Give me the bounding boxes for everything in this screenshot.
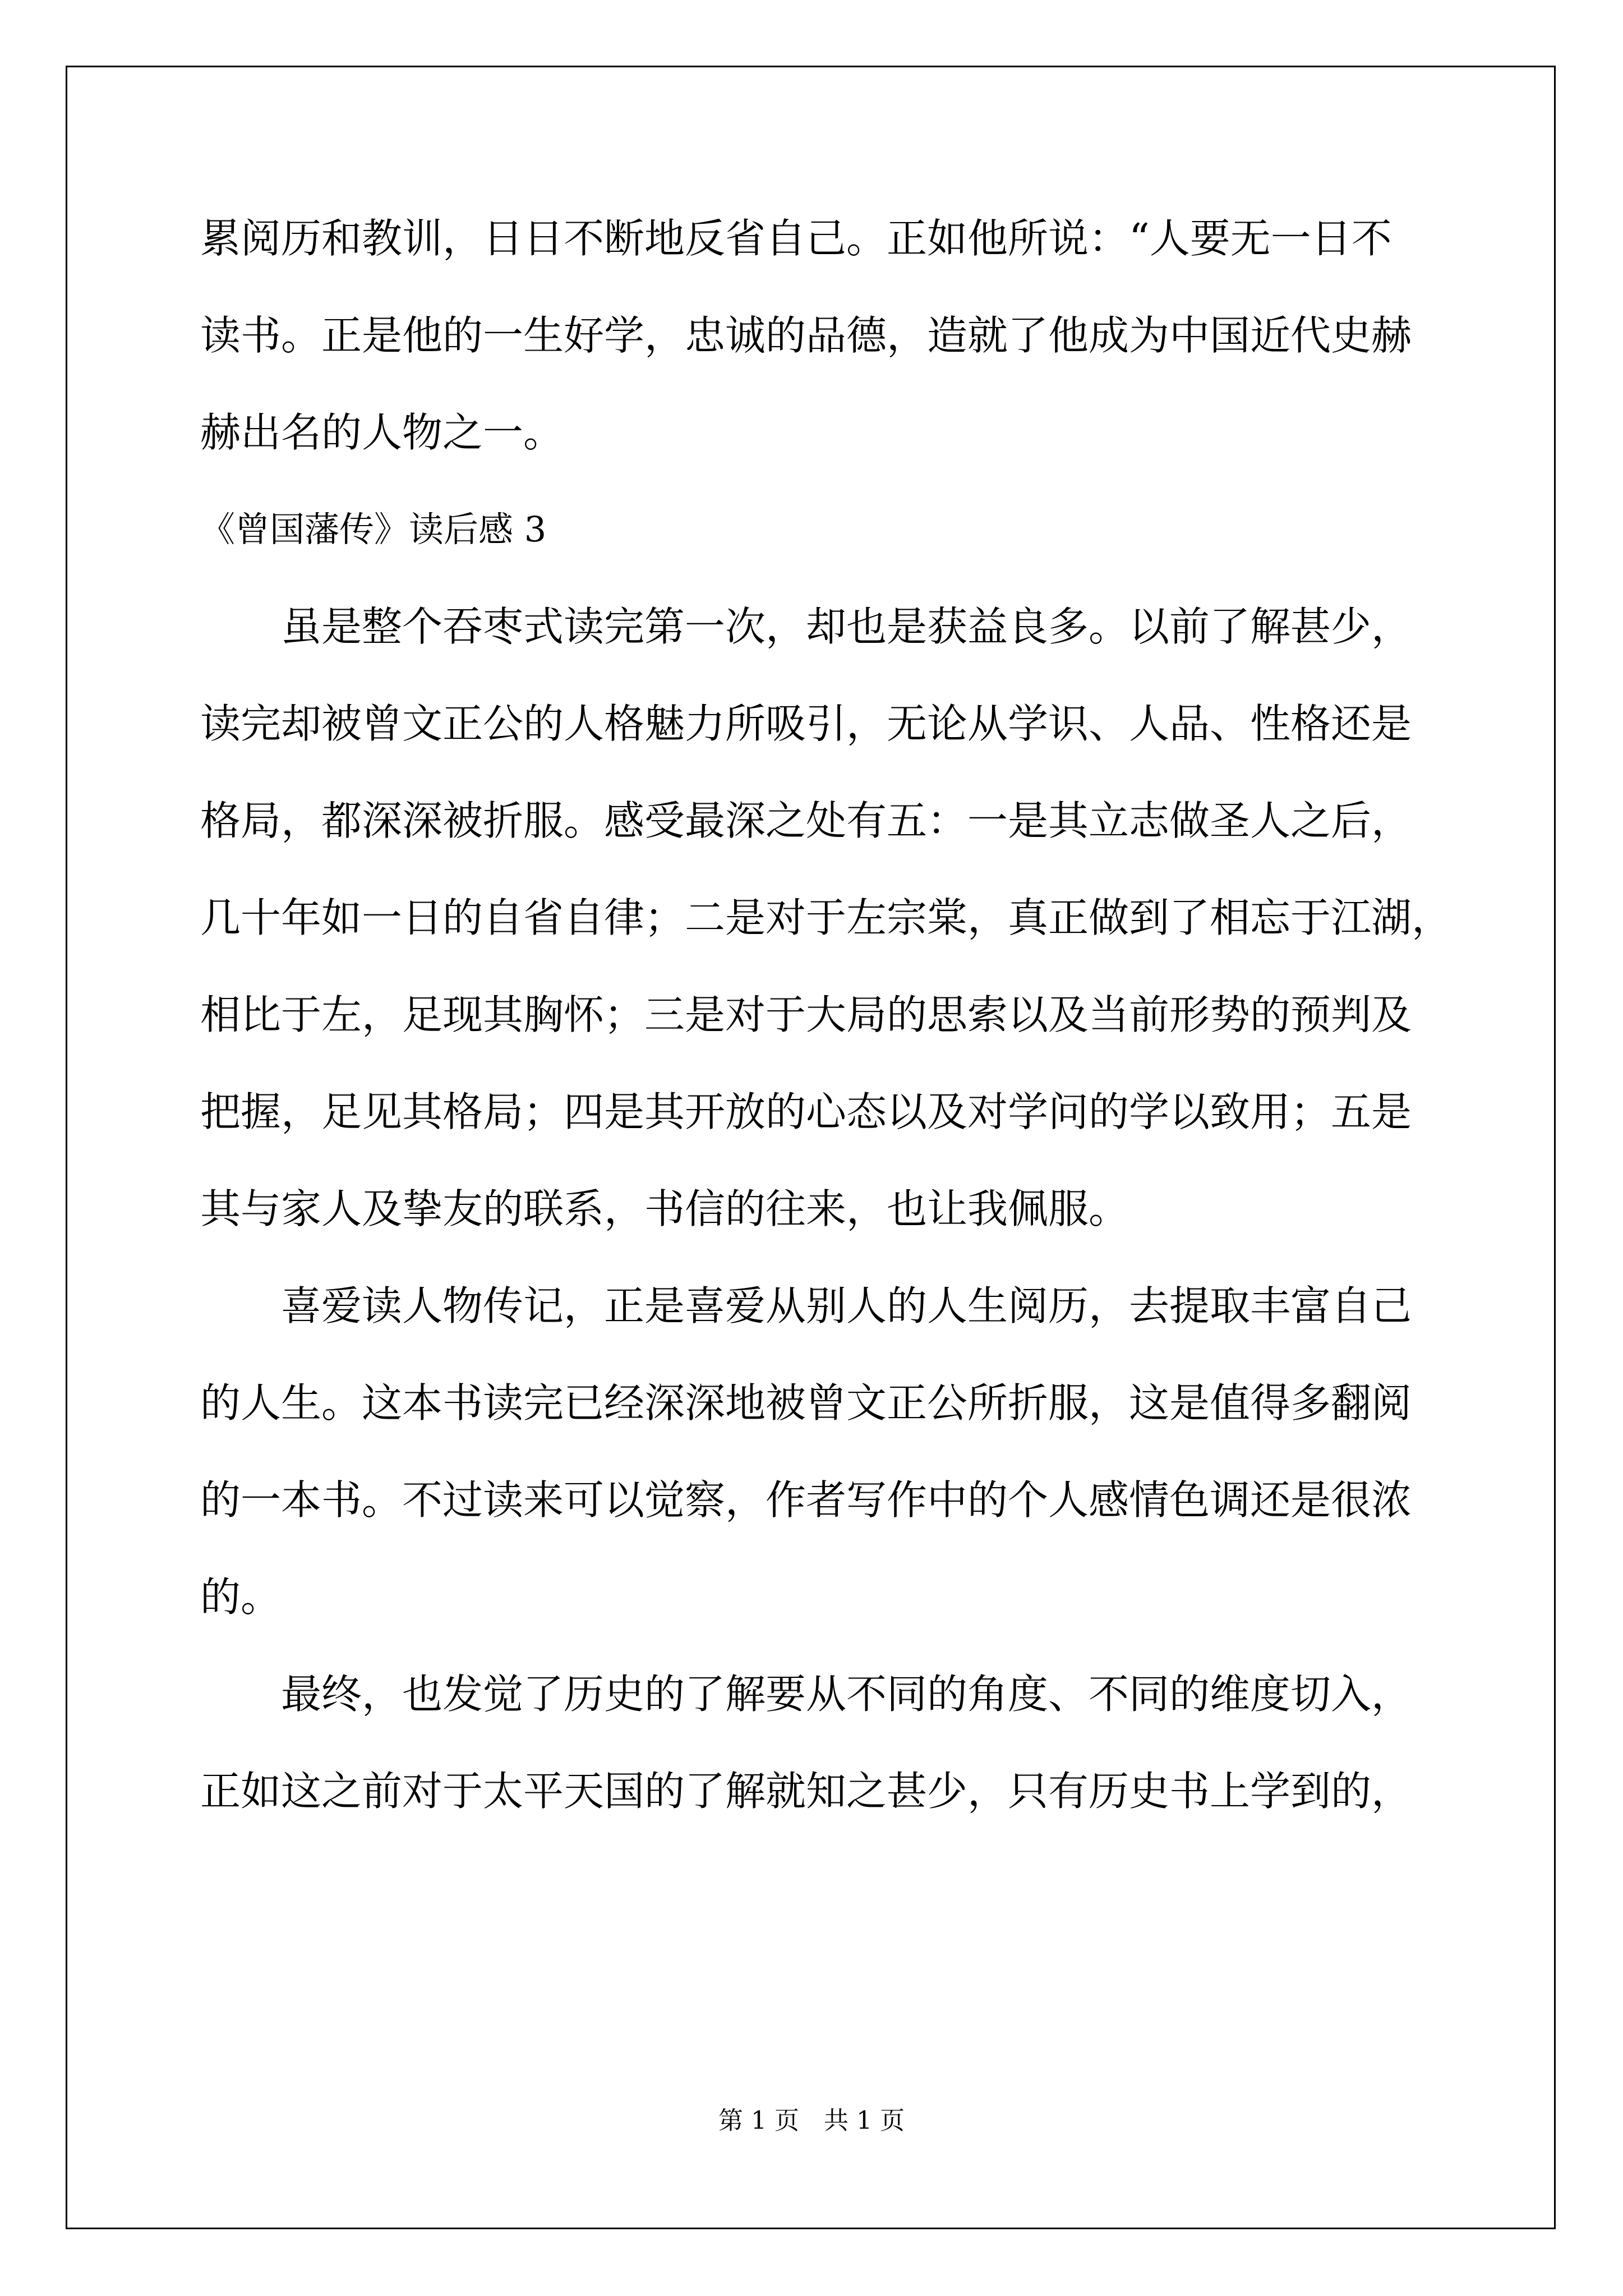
text-line-17: 正如这之前对于太平天国的了解就知之甚少，只有历史书上学到的， (200, 1768, 1412, 1815)
text-line-9: 相比于左，足现其胸怀；三是对于大局的思索以及当前形势的预判及 (200, 991, 1412, 1038)
text-line-6: 读完却被曾文正公的人格魅力所吸引，无论从学识、人品、性格还是 (200, 700, 1412, 747)
page-border (66, 66, 1556, 2229)
text-line-1: 累阅历和教训，日日不断地反省自己。正如他所说：“人要无一日不 (200, 215, 1392, 262)
text-line-3: 赫出名的人物之一。 (200, 409, 564, 456)
text-line-15: 的。 (200, 1573, 282, 1621)
text-line-7: 格局，都深深被折服。感受最深之处有五：一是其立志做圣人之后， (200, 797, 1412, 844)
text-line-2: 读书。正是他的一生好学，忠诚的品德，造就了他成为中国近代史赫 (200, 312, 1412, 359)
text-line-13: 的人生。这本书读完已经深深地被曾文正公所折服，这是值得多翻阅 (200, 1379, 1412, 1427)
text-line-8: 几十年如一日的自省自律；二是对于左宗棠，真正做到了相忘于江湖， (200, 894, 1453, 941)
page-footer: 第 1 页 共 1 页 (718, 2106, 905, 2135)
text-line-11: 其与家人及挚友的联系，书信的往来，也让我佩服。 (200, 1185, 1129, 1232)
text-line-5: 虽是整个吞枣式读完第一次，却也是获益良多。以前了解甚少， (200, 603, 1412, 650)
text-line-16: 最终，也发觉了历史的了解要从不同的角度、不同的维度切入， (200, 1671, 1412, 1718)
text-line-12: 喜爱读人物传记，正是喜爱从别人的人生阅历，去提取丰富自己 (200, 1282, 1412, 1329)
text-line-14: 的一本书。不过读来可以觉察，作者写作中的个人感情色调还是很浓 (200, 1476, 1412, 1524)
text-line-10: 把握，足见其格局；四是其开放的心态以及对学问的学以致用；五是 (200, 1088, 1412, 1135)
section-heading: 《曾国藩传》读后感 3 (200, 509, 547, 550)
